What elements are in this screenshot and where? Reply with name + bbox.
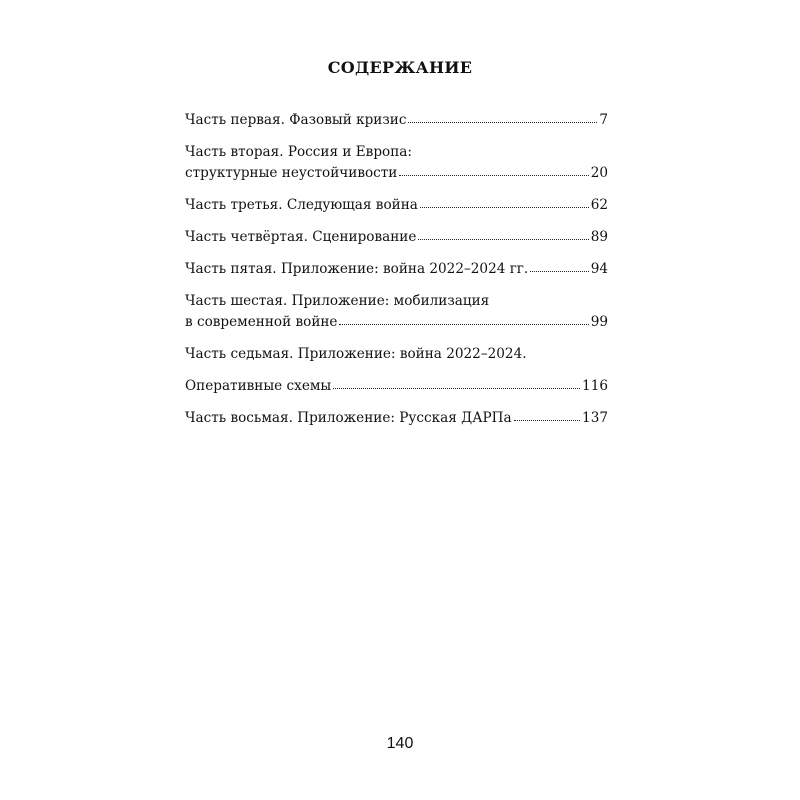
toc-leader-dots: [529, 356, 606, 357]
toc-leader-dots: [399, 174, 588, 176]
toc-entry-title: Оперативные схемы: [185, 378, 332, 394]
toc-entry-title: в современной войне: [185, 314, 338, 330]
toc-leader-dots: [339, 323, 588, 325]
toc-entry-part-3: [185, 195, 608, 216]
toc-entry-title: структурные неустойчивости: [185, 165, 398, 181]
toc-entry-title-line1: Часть шестая. Приложение: мобилизация: [185, 293, 490, 309]
toc-entry-title: Часть пятая. Приложение: война 2022–2024 гг.: [185, 261, 529, 277]
toc-leader-dots: [530, 270, 588, 272]
toc-entry-page: 62: [590, 197, 608, 213]
toc-entry-page: 137: [582, 410, 608, 426]
toc-entry-page: 7: [599, 112, 608, 128]
toc-entry-part-8: [185, 408, 608, 429]
toc-entry-operational-schemes: [185, 376, 608, 397]
toc-entry-part-4: [185, 227, 608, 248]
toc-entry-title: Часть седьмая. Приложение: война 2022–2024.: [185, 346, 527, 362]
toc-entry-page: 20: [590, 165, 608, 181]
toc-leader-dots: [408, 121, 597, 123]
toc-entry-page: 89: [590, 229, 608, 245]
toc-entry-title-line1: Часть вторая. Россия и Европа:: [185, 144, 412, 160]
table-of-contents: [185, 110, 608, 440]
page-number: 140: [386, 735, 414, 752]
toc-leader-dots: [418, 238, 588, 240]
toc-leader-dots: [333, 387, 580, 389]
toc-entry-part-6: [185, 291, 608, 333]
toc-entry-page: 99: [590, 314, 608, 330]
toc-leader-dots: [420, 206, 589, 208]
toc-entry-page: 94: [590, 261, 608, 277]
page-title: СОДЕРЖАНИЕ: [327, 58, 473, 77]
toc-entry-part-1: [185, 110, 608, 131]
toc-entry-title: Часть восьмая. Приложение: Русская ДАРПа: [185, 410, 512, 426]
toc-entry-part-2: [185, 142, 608, 184]
toc-leader-dots: [514, 419, 580, 421]
toc-entry-part-5: [185, 259, 608, 280]
toc-entry-part-7: [185, 344, 608, 365]
toc-entry-title: Часть третья. Следующая война: [185, 197, 418, 213]
toc-entry-title: Часть четвёртая. Сценирование: [185, 229, 417, 245]
toc-entry-page: 116: [582, 378, 608, 394]
toc-entry-title: Часть первая. Фазовый кризис: [185, 112, 407, 128]
